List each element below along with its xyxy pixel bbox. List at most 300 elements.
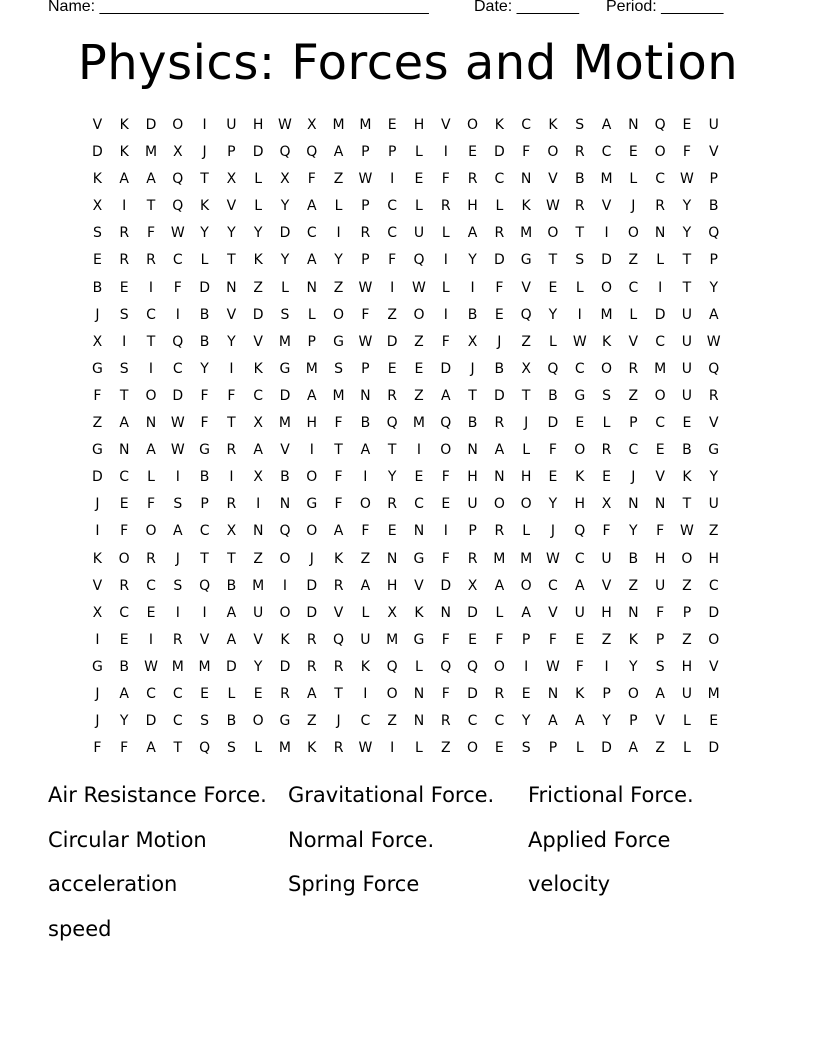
grid-letter: T <box>387 442 397 459</box>
grid-letter: T <box>682 496 692 513</box>
grid-letter: R <box>146 550 156 567</box>
grid-letter: A <box>467 225 478 242</box>
grid-letter: G <box>199 442 211 459</box>
grid-letter: A <box>306 387 317 404</box>
grid-letter: F <box>120 740 129 757</box>
grid-letter: C <box>601 144 612 161</box>
grid-letter: L <box>415 658 423 675</box>
grid-letter: S <box>602 387 611 404</box>
grid-letter: I <box>202 117 207 133</box>
grid-letter: A <box>708 306 719 323</box>
grid-letter: I <box>416 442 422 459</box>
grid-letter: M <box>359 117 372 133</box>
grid-letter: O <box>493 496 505 513</box>
grid-letter: C <box>119 604 130 621</box>
grid-letter: K <box>307 740 317 757</box>
grid-letter: I <box>256 496 261 513</box>
grid-letter: N <box>306 279 318 296</box>
grid-letter: R <box>333 658 344 675</box>
grid-letter: D <box>440 360 452 377</box>
grid-letter: G <box>306 496 318 513</box>
grid-letter: L <box>441 225 450 242</box>
grid-letter: W <box>278 117 292 133</box>
grid-letter: S <box>173 496 183 513</box>
grid-letter: N <box>279 496 291 513</box>
grid-letter: Z <box>682 577 692 594</box>
grid-letter: F <box>441 469 450 486</box>
grid-letter: A <box>548 713 558 730</box>
grid-letter: K <box>333 550 344 567</box>
grid-letter: K <box>575 685 585 702</box>
grid-letter: G <box>91 442 103 459</box>
grid-letter: S <box>280 306 290 323</box>
grid-letter: A <box>146 740 156 757</box>
grid-letter: U <box>253 604 264 621</box>
grid-letter: J <box>95 685 100 702</box>
grid-letter: H <box>467 469 478 486</box>
grid-letter: B <box>628 550 639 567</box>
grid-letter: F <box>522 144 531 161</box>
grid-letter: R <box>440 713 451 730</box>
grid-letter: J <box>524 415 529 432</box>
grid-letter: O <box>520 577 532 594</box>
grid-letter: U <box>467 496 478 513</box>
grid-letter: H <box>413 117 425 133</box>
grid-letter: I <box>336 225 341 242</box>
grid-letter: D <box>306 577 318 594</box>
grid-letter: L <box>683 713 691 730</box>
grid-letter: A <box>119 685 129 702</box>
grid-letter: Z <box>253 279 263 296</box>
grid-letter: A <box>360 577 371 594</box>
grid-letter: R <box>280 685 290 702</box>
grid-letter: D <box>654 306 666 323</box>
grid-letter: M <box>198 658 211 675</box>
grid-letter: W <box>358 333 373 350</box>
grid-letter: P <box>387 144 397 161</box>
grid-letter: O <box>627 685 639 702</box>
grid-letter: C <box>548 577 558 594</box>
grid-letter: I <box>470 279 475 296</box>
grid-letter: I <box>390 740 395 757</box>
grid-letter: Y <box>280 252 290 269</box>
grid-letter: L <box>629 171 638 188</box>
grid-letter: E <box>200 685 210 702</box>
grid-letter: T <box>468 387 477 404</box>
grid-letter: V <box>655 713 665 730</box>
grid-letter: O <box>493 658 505 675</box>
grid-letter: O <box>520 496 532 513</box>
grid-letter: R <box>655 198 665 215</box>
grid-letter: W <box>680 171 694 188</box>
grid-letter: F <box>334 469 343 486</box>
grid-letter: H <box>306 415 318 432</box>
word-list-item: Spring Force <box>288 872 420 896</box>
grid-letter: H <box>708 550 719 567</box>
grid-letter: O <box>172 117 184 133</box>
grid-letter: V <box>333 604 344 621</box>
grid-letter: M <box>144 144 158 161</box>
grid-letter: K <box>119 117 129 133</box>
grid-letter: G <box>333 333 344 350</box>
grid-letter: W <box>170 225 185 242</box>
grid-letter: T <box>146 333 156 350</box>
grid-letter: N <box>494 469 505 486</box>
grid-letter: A <box>521 604 531 621</box>
grid-letter: I <box>122 333 127 350</box>
grid-letter: E <box>468 631 477 648</box>
grid-letter: P <box>361 360 370 377</box>
grid-letter: R <box>146 252 156 269</box>
grid-letter: X <box>521 360 531 377</box>
grid-letter: I <box>175 604 180 621</box>
grid-letter: I <box>148 279 154 296</box>
grid-letter: J <box>497 333 502 350</box>
grid-letter: H <box>252 117 264 133</box>
grid-letter: E <box>521 685 531 702</box>
grid-letter: T <box>146 198 156 215</box>
grid-letter: J <box>95 496 100 513</box>
grid-letter: I <box>390 279 395 296</box>
grid-letter: P <box>682 604 692 621</box>
grid-letter: M <box>332 387 345 404</box>
grid-letter: D <box>493 252 505 269</box>
grid-letter: Q <box>386 415 398 432</box>
grid-letter: U <box>708 117 719 133</box>
grid-letter: R <box>574 198 585 215</box>
grid-letter: R <box>467 171 478 188</box>
grid-letter: I <box>229 469 234 486</box>
grid-letter: R <box>226 442 237 459</box>
grid-letter: Q <box>440 415 452 432</box>
grid-letter: C <box>628 442 639 459</box>
grid-letter: W <box>412 279 426 296</box>
grid-letter: L <box>227 685 236 702</box>
grid-letter: C <box>146 577 156 594</box>
grid-letter: O <box>413 306 425 323</box>
grid-letter: D <box>252 144 264 161</box>
grid-letter: P <box>655 631 665 648</box>
grid-letter: M <box>520 225 533 242</box>
grid-letter: S <box>173 577 183 594</box>
grid-letter: E <box>414 360 424 377</box>
grid-letter: V <box>521 279 531 296</box>
grid-letter: K <box>548 117 558 133</box>
grid-letter: L <box>254 740 263 757</box>
grid-letter: C <box>253 387 264 404</box>
grid-letter: Y <box>119 713 129 730</box>
grid-letter: Q <box>306 144 318 161</box>
grid-letter: Q <box>440 658 452 675</box>
grid-letter: S <box>226 740 236 757</box>
grid-letter: R <box>387 496 398 513</box>
grid-letter: K <box>628 631 638 648</box>
grid-letter: S <box>334 360 344 377</box>
grid-letter: Y <box>387 469 397 486</box>
grid-letter: V <box>708 658 719 675</box>
grid-letter: L <box>549 333 557 350</box>
grid-letter: X <box>253 469 263 486</box>
grid-letter: R <box>494 415 505 432</box>
grid-letter: Y <box>602 713 611 730</box>
grid-letter: K <box>253 360 263 377</box>
grid-letter: R <box>440 198 451 215</box>
grid-letter: I <box>524 658 529 675</box>
grid-letter: N <box>360 387 371 404</box>
grid-letter: W <box>358 279 373 296</box>
grid-letter: B <box>226 713 237 730</box>
grid-letter: U <box>681 387 693 404</box>
grid-letter: Z <box>306 713 317 730</box>
grid-letter: W <box>144 658 158 675</box>
grid-letter: N <box>628 496 639 513</box>
grid-letter: L <box>200 252 209 269</box>
grid-letter: O <box>547 225 559 242</box>
grid-letter: G <box>413 631 425 648</box>
grid-letter: T <box>334 685 343 702</box>
grid-letter: E <box>548 279 558 296</box>
grid-letter: U <box>681 333 693 350</box>
grid-letter: Y <box>200 225 209 242</box>
grid-letter: P <box>307 333 316 350</box>
grid-letter: A <box>494 442 505 459</box>
grid-letter: F <box>361 523 370 540</box>
grid-letter: Q <box>199 740 211 757</box>
grid-letter: E <box>575 415 585 432</box>
grid-letter: F <box>361 306 370 323</box>
grid-letter: W <box>706 333 721 350</box>
grid-letter: E <box>441 496 451 513</box>
grid-letter: T <box>575 225 585 242</box>
grid-letter: O <box>440 442 452 459</box>
grid-letter: W <box>546 658 560 675</box>
grid-letter: L <box>522 523 531 540</box>
grid-letter: P <box>361 144 370 161</box>
grid-letter: F <box>334 415 343 432</box>
grid-letter: M <box>278 333 292 350</box>
grid-letter: A <box>494 577 505 594</box>
grid-letter: I <box>148 360 154 377</box>
grid-letter: T <box>173 740 183 757</box>
grid-letter: C <box>494 171 505 188</box>
grid-letter: J <box>631 469 636 486</box>
grid-letter: S <box>655 658 665 675</box>
grid-letter: V <box>92 577 103 594</box>
grid-letter: V <box>92 117 103 133</box>
grid-letter: E <box>119 496 129 513</box>
grid-letter: A <box>440 387 451 404</box>
grid-letter: Z <box>253 550 263 567</box>
grid-letter: N <box>440 604 451 621</box>
grid-letter: Y <box>200 360 209 377</box>
grid-letter: F <box>173 279 182 296</box>
grid-letter: O <box>654 144 666 161</box>
grid-letter: F <box>656 604 665 621</box>
grid-letter: A <box>146 171 156 188</box>
grid-letter: C <box>655 171 666 188</box>
grid-letter: Q <box>413 252 425 269</box>
grid-letter: Z <box>601 631 612 648</box>
grid-letter: C <box>306 225 317 242</box>
grid-letter: O <box>601 279 613 296</box>
grid-letter: S <box>92 225 102 242</box>
grid-letter: F <box>388 252 397 269</box>
grid-letter: R <box>226 496 237 513</box>
grid-letter: J <box>202 144 207 161</box>
grid-letter: I <box>363 685 368 702</box>
grid-letter: I <box>95 631 100 648</box>
grid-letter: O <box>145 523 157 540</box>
grid-letter: O <box>386 685 398 702</box>
grid-letter: M <box>386 631 399 648</box>
grid-letter: D <box>279 658 291 675</box>
grid-letter: I <box>443 523 448 540</box>
grid-letter: Q <box>333 631 345 648</box>
grid-letter: W <box>572 333 587 350</box>
grid-letter: D <box>279 225 291 242</box>
grid-letter: H <box>681 658 693 675</box>
grid-letter: N <box>628 604 639 621</box>
grid-letter: K <box>414 604 424 621</box>
grid-letter: P <box>468 523 477 540</box>
grid-letter: W <box>680 523 694 540</box>
grid-letter: J <box>95 306 100 323</box>
grid-letter: C <box>467 713 478 730</box>
grid-letter: P <box>709 171 718 188</box>
grid-letter: L <box>575 740 584 757</box>
grid-letter: N <box>413 713 425 730</box>
grid-letter: D <box>708 604 720 621</box>
grid-letter: G <box>279 713 291 730</box>
grid-letter: Z <box>521 333 531 350</box>
grid-letter: N <box>467 442 478 459</box>
grid-letter: O <box>681 550 693 567</box>
grid-letter: O <box>574 442 586 459</box>
grid-letter: F <box>146 496 156 513</box>
grid-letter: V <box>280 442 290 459</box>
grid-letter: R <box>360 225 371 242</box>
grid-letter: C <box>199 523 210 540</box>
grid-letter: Z <box>628 387 639 404</box>
grid-letter: S <box>119 306 129 323</box>
grid-letter: A <box>173 523 183 540</box>
grid-letter: Q <box>574 523 586 540</box>
grid-letter: M <box>278 740 292 757</box>
grid-letter: B <box>467 415 478 432</box>
grid-letter: A <box>119 171 129 188</box>
grid-letter: A <box>306 198 317 215</box>
grid-letter: U <box>681 685 693 702</box>
grid-letter: D <box>467 604 478 621</box>
grid-letter: O <box>627 225 639 242</box>
grid-letter: N <box>252 523 264 540</box>
grid-letter: N <box>520 171 532 188</box>
grid-letter: P <box>709 252 718 269</box>
grid-letter: B <box>548 387 558 404</box>
grid-letter: S <box>521 740 531 757</box>
grid-letter: K <box>92 171 102 188</box>
grid-letter: R <box>306 658 317 675</box>
grid-letter: A <box>333 523 344 540</box>
grid-letter: P <box>629 415 638 432</box>
grid-letter: E <box>119 279 129 296</box>
grid-letter: F <box>656 523 665 540</box>
grid-letter: J <box>309 550 314 567</box>
grid-letter: A <box>574 713 585 730</box>
grid-letter: F <box>93 387 102 404</box>
grid-letter: B <box>199 333 210 350</box>
grid-letter: V <box>440 117 451 133</box>
grid-letter: U <box>601 550 612 567</box>
grid-letter: E <box>414 469 424 486</box>
grid-letter: N <box>413 523 425 540</box>
grid-letter: F <box>441 550 450 567</box>
grid-letter: F <box>441 685 450 702</box>
grid-letter: I <box>658 279 663 296</box>
grid-letter: F <box>227 387 236 404</box>
grid-letter: F <box>495 279 504 296</box>
grid-letter: B <box>119 658 129 675</box>
grid-letter: O <box>279 604 291 621</box>
grid-letter: Q <box>547 360 559 377</box>
grid-letter: I <box>148 631 154 648</box>
grid-letter: E <box>709 713 719 730</box>
grid-letter: X <box>92 604 103 621</box>
grid-letter: A <box>655 685 665 702</box>
grid-letter: B <box>92 279 103 296</box>
grid-letter: T <box>682 279 692 296</box>
grid-letter: I <box>390 171 395 188</box>
grid-letter: E <box>494 740 504 757</box>
grid-letter: Y <box>682 198 692 215</box>
grid-letter: A <box>333 144 344 161</box>
grid-letter: H <box>574 496 585 513</box>
grid-letter: V <box>601 577 612 594</box>
grid-letter: X <box>226 523 237 540</box>
grid-letter: T <box>521 387 531 404</box>
grid-letter: P <box>200 496 209 513</box>
grid-letter: N <box>386 550 398 567</box>
grid-letter: Q <box>199 577 211 594</box>
grid-letter: I <box>443 252 448 269</box>
grid-letter: E <box>602 469 611 486</box>
grid-letter: W <box>170 442 185 459</box>
grid-letter: A <box>360 442 371 459</box>
grid-letter: X <box>92 333 103 350</box>
grid-letter: Y <box>629 658 638 675</box>
grid-letter: C <box>387 225 398 242</box>
grid-letter: K <box>682 469 692 486</box>
grid-letter: E <box>468 144 477 161</box>
grid-letter: B <box>574 171 585 188</box>
grid-letter: R <box>574 144 585 161</box>
word-list-item: speed <box>48 916 112 941</box>
grid-letter: R <box>628 360 639 377</box>
grid-letter: P <box>227 144 236 161</box>
grid-letter: E <box>548 469 558 486</box>
grid-letter: D <box>172 387 184 404</box>
grid-letter: E <box>414 171 424 188</box>
grid-letter: A <box>628 740 639 757</box>
grid-letter: B <box>682 442 692 459</box>
grid-letter: O <box>118 550 130 567</box>
grid-letter: U <box>574 604 585 621</box>
grid-letter: G <box>279 360 291 377</box>
grid-letter: P <box>521 631 531 648</box>
grid-letter: K <box>199 198 210 215</box>
grid-letter: U <box>655 577 666 594</box>
page-title: Physics: Forces and Motion <box>77 35 739 91</box>
